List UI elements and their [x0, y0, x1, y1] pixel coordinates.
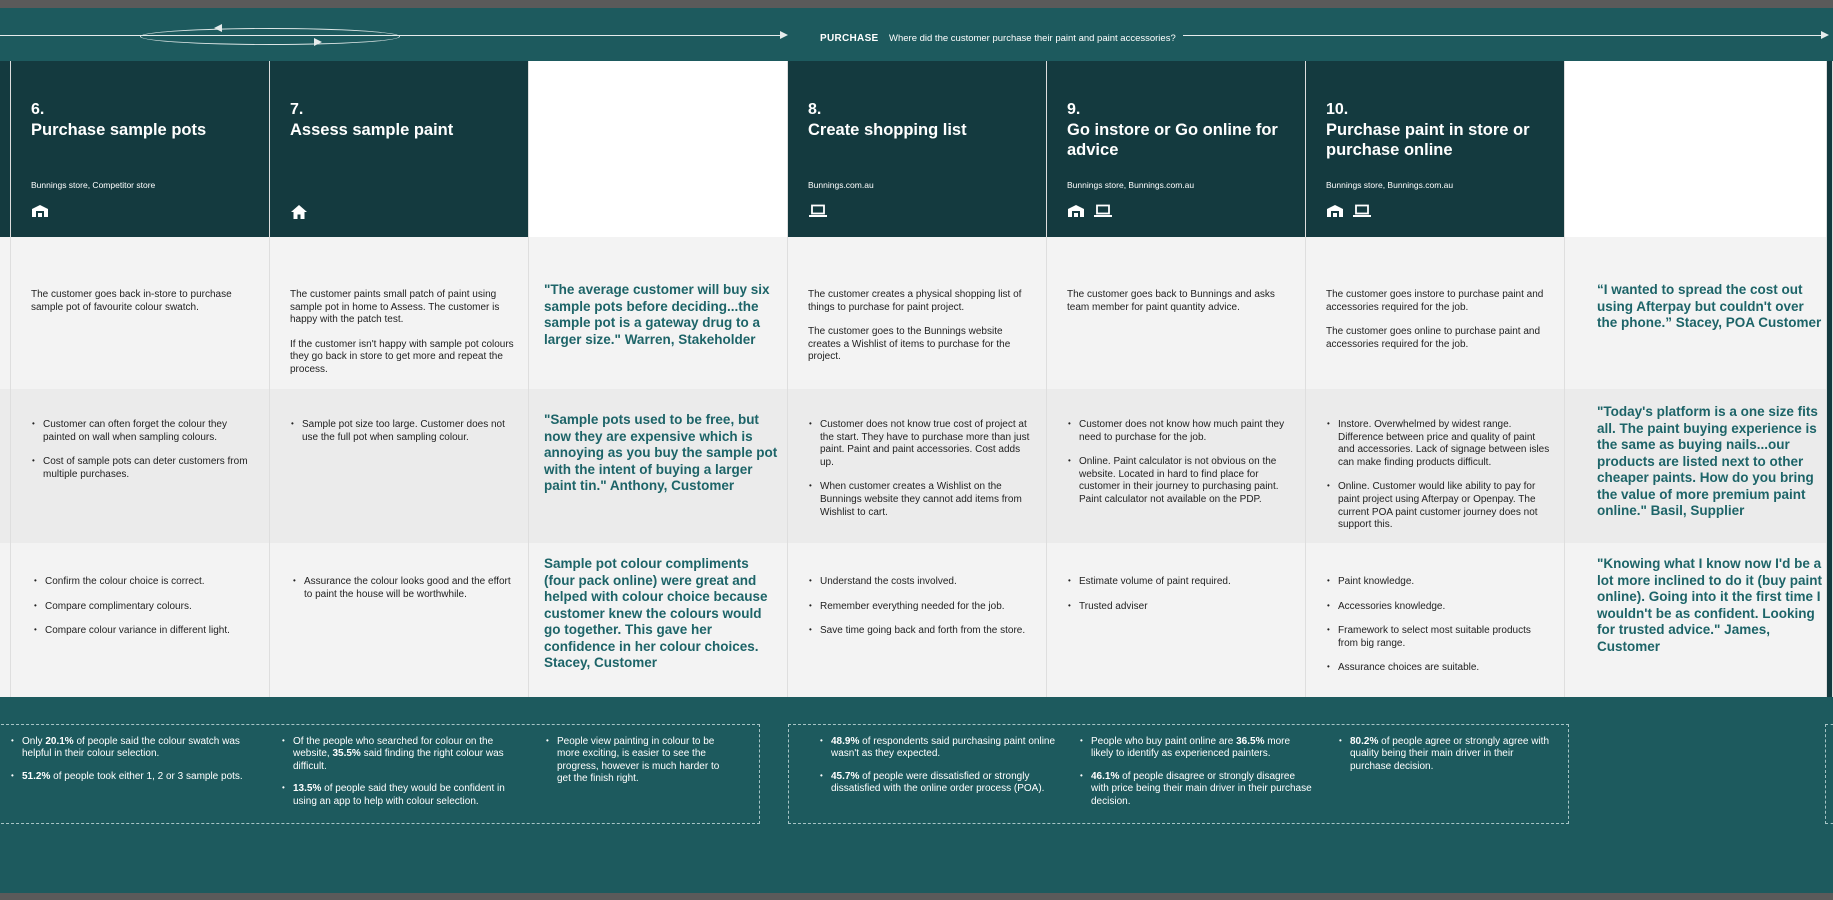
stat-item: • Only 20.1% of people said the colour swatch was helpful in their colour selection. [11, 736, 261, 761]
pain-point: • Customer does not know true cost of project at the start. They have to purchase more than just paint. Paint and paint accessories. Cost adds up. [808, 419, 1033, 469]
step-title: Create shopping list [808, 121, 967, 139]
need-item: • Trusted adviser [1067, 601, 1292, 614]
phase-question: Where did the customer purchase their paint and paint accessories? [889, 33, 1176, 44]
pain-point: • Instore. Overwhelmed by widest range. Difference between price and quality of paint and accessories. Lack of signage between isles can make finding products difficult. [1326, 419, 1551, 469]
column-header [11, 61, 269, 237]
action-paragraph: If the customer isn't happy with sample pot colours they go back in store to get more and repeat the process. [290, 338, 514, 375]
column-header [0, 61, 10, 237]
needs [808, 576, 1033, 650]
column-partial [0, 61, 11, 697]
phase-line-right [1183, 35, 1821, 36]
step-location: Bunnings store, Competitor store [31, 180, 156, 190]
pain-point: • Online. Customer would like ability to pay for paint project using Afterpay or Openpay. The current POA paint customer journey does not support this. [1326, 481, 1551, 531]
step-number: 7. [290, 101, 304, 118]
loop-arrow-left-icon [214, 24, 222, 32]
action-text [808, 289, 1033, 376]
channel-icons [31, 204, 49, 218]
laptop-icon [1093, 204, 1113, 218]
need-item: • Save time going back and forth from the store. [808, 625, 1033, 638]
need-item: • Compare colour variance in different light. [33, 625, 258, 638]
loop-arrow-right-icon [314, 38, 322, 46]
channel-icons [290, 204, 308, 220]
stat-item: • 13.5% of people said they would be confident in using an app to help with colour selection. [282, 783, 527, 808]
channel-icons [808, 204, 828, 218]
step-number: 6. [31, 101, 45, 118]
need-item: • Framework to select most suitable products from big range. [1326, 625, 1551, 650]
pain-point: • When customer creates a Wishlist on the Bunnings website they cannot add items from Wishlist to cart. [808, 481, 1033, 519]
column-partial [1827, 61, 1833, 697]
quote-text: "Today's platform is a one size fits all. The paint buying experience is the same as buying nails...our products are listed next to other cheaper paints. How do you bring the value of more premium paint online." Basil, Supplier [1597, 404, 1818, 518]
pain-points [31, 419, 256, 493]
pain-band [270, 389, 528, 543]
needs [33, 576, 258, 650]
column-header [788, 61, 1046, 237]
pain-point: • Cost of sample pots can deter customers from multiple purchases. [31, 456, 256, 481]
need-item: • Estimate volume of paint required. [1067, 576, 1292, 589]
action-paragraph: The customer goes instore to purchase paint and accessories required for the job. [1326, 289, 1544, 313]
action-text [290, 289, 515, 389]
action-paragraph: The customer goes to the Bunnings website creates a Wishlist of items to purchase for the project. [808, 326, 1011, 363]
channel-icons [1326, 204, 1372, 218]
stats-group [11, 736, 261, 793]
stats-group [1080, 736, 1315, 818]
need-item: • Confirm the colour choice is correct. [33, 576, 258, 589]
arrowhead-right-icon [780, 31, 788, 39]
quote-text: "Knowing what I know now I'd be a lot more inclined to do it (buy paint online). Going into it the first time I wouldn't be as confident. Looking for trusted advice." James, Customer [1597, 556, 1822, 654]
home-icon [290, 204, 308, 220]
stat-item: • 46.1% of people disagree or strongly disagree with price being their main driver in their purchase decision. [1080, 771, 1315, 808]
needs [1067, 576, 1292, 625]
needs [292, 576, 517, 613]
loop-ellipse [140, 28, 400, 45]
store-icon [31, 204, 49, 218]
pain-points [290, 419, 515, 456]
action-text [1326, 289, 1551, 363]
quote-text: “I wanted to spread the cost out using Afterpay but couldn't over the phone.” Stacey, POA Customer [1597, 282, 1822, 330]
laptop-icon [1352, 204, 1372, 218]
action-paragraph: The customer paints small patch of paint using sample pot in home to Assess. The customer is happy with the patch test. [290, 289, 500, 326]
column-step-8 [788, 61, 1047, 697]
phase-bar [0, 8, 1833, 61]
pain-point: • Customer can often forget the colour they painted on wall when sampling colours. [31, 419, 256, 444]
journey-map [0, 8, 1833, 893]
column-quotes-a [529, 61, 788, 697]
stat-item: • 51.2% of people took either 1, 2 or 3 sample pots. [11, 771, 261, 783]
pain-points [1067, 419, 1292, 519]
step-location: Bunnings store, Bunnings.com.au [1067, 180, 1195, 190]
store-icon [1326, 204, 1344, 218]
arrowhead-right-icon [1821, 31, 1829, 39]
action-text [1067, 289, 1292, 326]
column-step-6 [11, 61, 270, 697]
stat-item: • 45.7% of people were dissatisfied or strongly dissatisfied with the online order process (POA). [820, 771, 1065, 796]
need-item: • Remember everything needed for the job. [808, 601, 1033, 614]
step-title: Purchase sample pots [31, 121, 207, 139]
pain-point: • Customer does not know how much paint they need to purchase for the job. [1067, 419, 1292, 444]
step-number: 10. [1326, 101, 1349, 118]
column-header [1047, 61, 1305, 237]
step-number: 8. [808, 101, 822, 118]
stat-item: • 48.9% of respondents said purchasing paint online wasn't as they expected. [820, 736, 1065, 761]
pain-point: • Sample pot size too large. Customer does not use the full pot when sampling colour. [290, 419, 515, 444]
stat-item: • Of the people who searched for colour on the website, 35.5% said finding the right colour was difficult. [282, 736, 527, 773]
pain-points [1326, 419, 1551, 544]
pain-band [0, 389, 10, 543]
stat-item: • 80.2% of people agree or strongly agree with quality being their main driver in their purchase decision. [1339, 736, 1554, 773]
column-step-9 [1047, 61, 1306, 697]
column-header [270, 61, 528, 237]
action-paragraph: The customer goes back to Bunnings and asks team member for paint quantity advice. [1067, 289, 1275, 313]
stat-item: • People who buy paint online are 36.5% more likely to identify as experienced painters. [1080, 736, 1315, 761]
stats-group [546, 736, 726, 796]
column-header [1306, 61, 1564, 237]
step-title: Assess sample paint [290, 121, 454, 139]
step-number: 9. [1067, 101, 1081, 118]
action-paragraph: The customer goes online to purchase paint and accessories required for the job. [1326, 326, 1541, 350]
pain-point: • Online. Paint calculator is not obvious on the website. Located in hard to find place for customer in their journey to purchasing paint. Paint calculator not available on the PDP. [1067, 456, 1292, 506]
column-step-7 [270, 61, 529, 697]
store-icon [1067, 204, 1085, 218]
needs [1326, 576, 1551, 687]
need-item: • Assurance the colour looks good and the effort to paint the house will be worthwhile. [292, 576, 517, 601]
channel-icons [1067, 204, 1113, 218]
quote-text: "Sample pots used to be free, but now they are expensive which is annoying as you buy the sample pot with the intent of buying a larger paint tin." Anthony, Customer [544, 412, 778, 493]
step-title: Purchase paint in store or purchase online [1326, 121, 1530, 159]
step-location: Bunnings.com.au [808, 180, 874, 190]
stats-group [282, 736, 527, 818]
quote-text: "The average customer will buy six sample pots before deciding...the sample pot is a gateway drug to a larger size." Warren, Stakeholder [544, 282, 770, 347]
action-text [31, 289, 256, 326]
need-item: • Accessories knowledge. [1326, 601, 1551, 614]
need-item: • Understand the costs involved. [808, 576, 1033, 589]
quote-text: Sample pot colour compliments (four pack online) were great and helped with colour choice because customer knew the colours would go together. This gave her confidence in her colour choices. Stacey, Customer [544, 556, 768, 670]
laptop-icon [808, 204, 828, 218]
column-header-blank [529, 61, 787, 237]
column-quotes-b [1565, 61, 1827, 697]
need-item: • Compare complimentary colours. [33, 601, 258, 614]
stats-group [1339, 736, 1554, 783]
column-step-10 [1306, 61, 1565, 697]
column-header-blank [1565, 61, 1826, 237]
stat-item: • People view painting in colour to be more exciting, is easier to see the progress, however is much harder to get the finish right. [546, 736, 726, 786]
step-location: Bunnings store, Bunnings.com.au [1326, 180, 1454, 190]
action-paragraph: The customer creates a physical shopping list of things to purchase for paint project. [808, 289, 1022, 313]
action-paragraph: The customer goes back in-store to purchase sample pot of favourite colour swatch. [31, 289, 232, 313]
stats-group [820, 736, 1065, 806]
pain-points [808, 419, 1033, 531]
need-item: • Paint knowledge. [1326, 576, 1551, 589]
phase-title: PURCHASE [820, 33, 879, 44]
stats-box-3 [1825, 724, 1833, 824]
need-item: • Assurance choices are suitable. [1326, 662, 1551, 675]
step-title: Go instore or Go online for advice [1067, 121, 1278, 159]
